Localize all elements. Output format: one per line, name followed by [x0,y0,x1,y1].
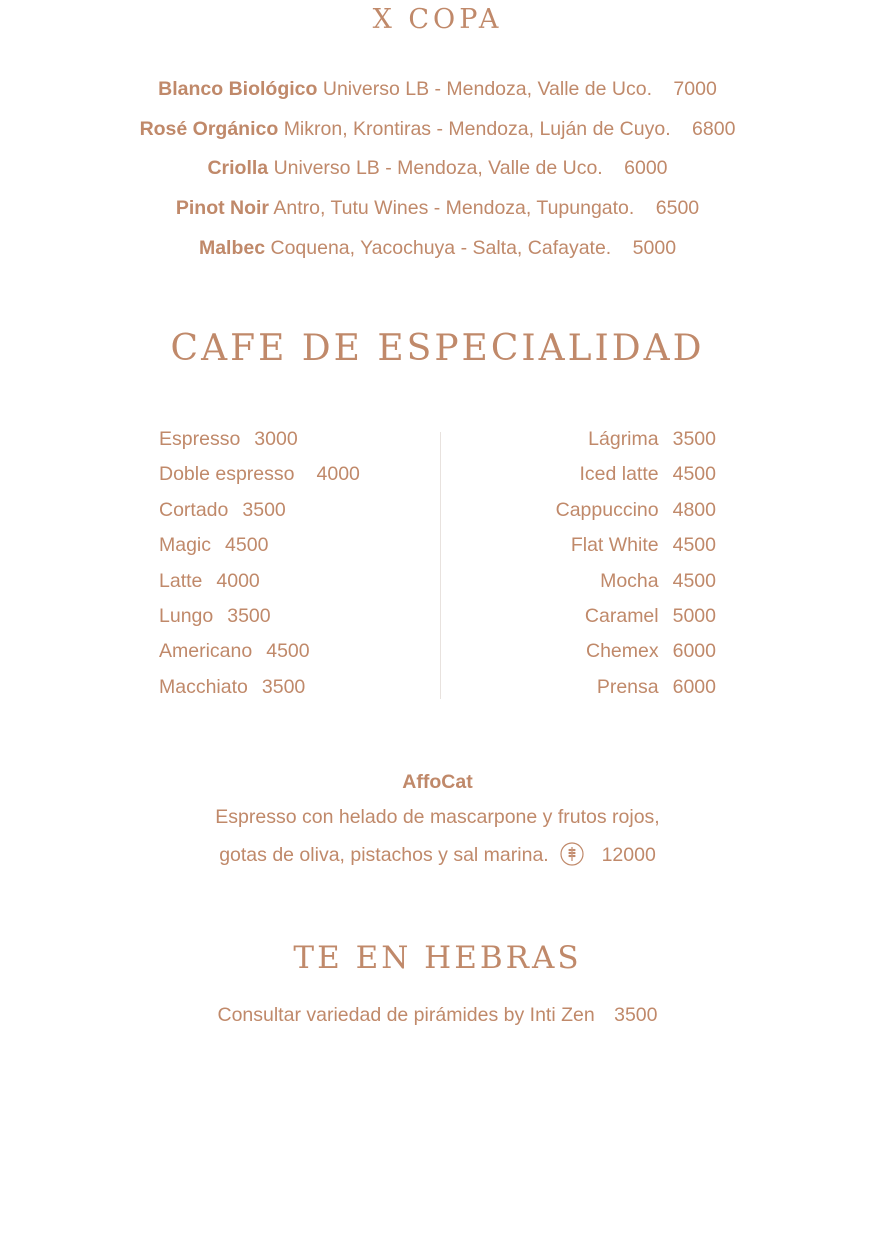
wine-description: Coquena, Yacochuya - Salta, Cafayate. [270,236,612,259]
section-heading-cafe: CAFE DE ESPECIALIDAD [170,328,705,369]
coffee-name: Magic [159,534,212,557]
wine-name: Blanco Biológico [158,78,318,100]
coffee-price: 4500 [266,640,310,663]
coffee-item [556,634,716,669]
coffee-name: Espresso [159,428,241,450]
wine-description: Universo LB - Mendoza, Valle de Uco. [273,157,603,180]
coffee-item [556,528,716,563]
coffee-price: 4500 [672,569,716,592]
coffee-price: 4000 [216,569,260,592]
wine-price: 6800 [692,117,736,140]
coffee-item [556,564,716,599]
wine-name: Criolla [207,157,269,180]
affogato-title: AffoCat [402,771,473,793]
coffee-name: Iced latte [579,463,659,486]
coffee-item [159,599,360,634]
wine-name: Malbec [198,236,266,259]
coffee-price: 4500 [672,463,716,486]
tea-line [0,1004,875,1027]
coffee-item [556,599,716,634]
coffee-name: Chemex [585,640,659,663]
coffee-name: Flat White [570,534,659,557]
tea-text: Consultar variedad de pirámides by Inti Zen [217,1004,595,1026]
wine-name: Pinot Noir [175,197,270,220]
affogato-description-line2 [0,842,875,867]
coffee-item [159,457,360,492]
wine-item [0,70,875,110]
coffee-name: Cappuccino [555,498,659,521]
coffee-name: Americano [159,640,253,663]
coffee-item [159,634,360,669]
coffee-name: Macchiato [159,675,248,698]
coffee-price: 4500 [225,534,269,557]
coffee-item [556,493,716,528]
wine-price: 7000 [673,78,717,100]
coffee-price: 4800 [672,498,716,521]
wine-item [0,149,875,189]
coffee-price: 4000 [316,463,360,486]
wine-name: Rosé Orgánico [139,117,279,140]
coffee-item [159,564,360,599]
section-heading-te: TE EN HEBRAS [293,940,582,976]
coffee-name: Lágrima [588,428,659,450]
coffee-price: 3000 [254,428,298,450]
affogato-description-text: gotas de oliva, pistachos y sal marina. [219,844,549,866]
coffee-name: Lungo [159,604,214,627]
coffee-price: 4500 [672,534,716,557]
wine-description: Mikron, Krontiras - Mendoza, Luján de Cuyo. [283,117,671,140]
wine-price: 6000 [624,157,668,180]
coffee-name: Cortado [159,498,229,521]
wine-item [0,110,875,150]
coffee-price: 3500 [227,604,271,627]
affogato-description-line1: Espresso con helado de mascarpone y frutos rojos, [215,806,660,828]
coffee-item [159,528,360,563]
affogato-price: 12000 [601,844,656,866]
wine-item [0,189,875,229]
coffee-price: 3500 [261,675,306,698]
coffee-item [159,670,360,705]
coffee-list-left [159,422,360,705]
coffee-item [159,493,360,528]
section-heading-x-copa: X COPA [372,4,503,35]
tea-price: 3500 [614,1004,658,1026]
coffee-name: Latte [159,569,203,592]
coffee-price: 6000 [672,675,716,698]
coffee-price: 5000 [672,604,716,627]
coffee-name: Mocha [600,569,659,592]
coffee-name: Doble espresso [159,463,295,486]
coffee-item [556,670,716,705]
wine-price: 6500 [655,197,700,220]
wine-description: Universo LB - Mendoza, Valle de Uco. [322,78,652,100]
wine-price: 5000 [632,236,677,259]
coffee-name: Prensa [596,675,659,698]
coffee-price: 3500 [242,498,286,521]
coffee-price: 6000 [672,640,716,663]
wine-item [0,229,875,269]
coffee-name: Caramel [584,604,659,627]
coffee-item [556,457,716,492]
coffee-item [159,422,360,457]
wine-list [0,70,875,268]
wine-description: Antro, Tutu Wines - Mendoza, Tupungato. [273,197,635,220]
wheat-icon [560,842,584,866]
coffee-list-right [556,422,716,705]
coffee-item [556,422,716,457]
column-divider [440,432,441,699]
coffee-price: 3500 [672,428,716,450]
